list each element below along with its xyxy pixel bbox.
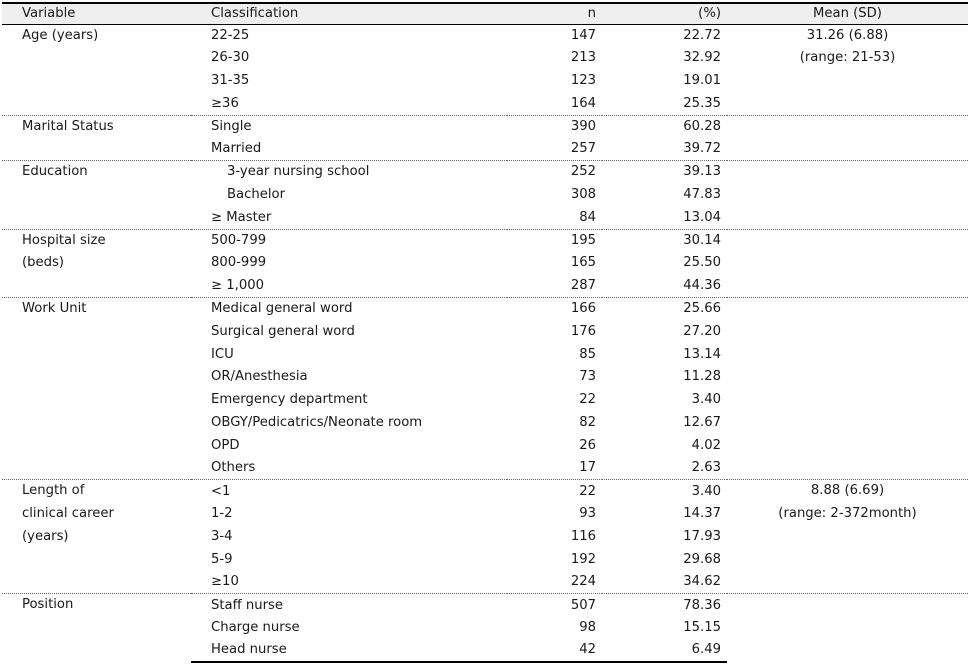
classification-cell: Surgical general word (211, 323, 355, 339)
mean-sd-cell (727, 161, 968, 229)
classification-cell: OBGY/Pedicatrics/Neonate room (211, 414, 423, 430)
classification-cell: Single (191, 115, 507, 138)
n-cell: 22 (507, 480, 602, 503)
percent-cell: 25.66 (602, 298, 727, 321)
percent-cell: 3.40 (691, 392, 721, 408)
percent-cell: 17.93 (683, 528, 721, 544)
table-header (2, 3, 968, 24)
table-row (2, 161, 968, 184)
classification-cell: 500-799 (191, 229, 507, 252)
variable-cell (2, 480, 191, 594)
variable-cell (2, 229, 191, 297)
n-cell: 85 (579, 346, 596, 362)
classification-cell: <1 (191, 480, 507, 503)
classification-cell: 26-30 (211, 50, 250, 66)
variable-cell (2, 298, 191, 480)
percent-cell: 4.02 (691, 437, 721, 453)
n-cell: 165 (570, 255, 596, 271)
percent-cell: 60.28 (602, 115, 727, 138)
n-cell: 213 (570, 50, 596, 66)
mean-sd-cell (727, 229, 968, 297)
n-cell: 123 (570, 72, 596, 88)
variable-label: (years) (22, 529, 69, 545)
mean-sd-cell (727, 298, 968, 480)
header-classification: Classification (191, 3, 507, 24)
classification-cell: 31-35 (211, 72, 250, 88)
percent-cell: 25.35 (683, 95, 721, 111)
percent-cell: 32.92 (683, 50, 721, 66)
classification-cell: Charge nurse (211, 620, 300, 636)
classification-cell: Others (211, 460, 256, 476)
classification-cell: ≥10 (211, 574, 239, 590)
variable-cell (2, 115, 191, 161)
percent-cell: 44.36 (683, 277, 721, 293)
variable-label: Marital Status (22, 118, 114, 134)
variable-label: Length of (22, 483, 85, 499)
header-mean-sd: Mean (SD) (727, 3, 968, 24)
n-cell: 17 (579, 460, 596, 476)
percent-cell: 39.13 (602, 161, 727, 184)
classification-cell: 22-25 (211, 27, 250, 43)
n-cell: 257 (570, 141, 596, 157)
n-cell: 116 (570, 528, 596, 544)
mean-sd-cell (727, 594, 968, 662)
header-n: n (507, 3, 602, 24)
n-cell: 176 (570, 323, 596, 339)
demographics-table (2, 2, 968, 663)
variable-label: Hospital size (22, 232, 106, 248)
percent-cell: 78.36 (602, 594, 727, 617)
mean-sd-cell (727, 24, 968, 115)
classification-cell: OPD (211, 437, 240, 453)
variable-cell (2, 24, 191, 115)
mean-sd-cell (727, 115, 968, 161)
percent-cell: 39.72 (683, 141, 721, 157)
header-row (2, 3, 968, 24)
classification-cell: 3-4 (211, 528, 233, 544)
table-row (2, 115, 968, 138)
n-cell: 93 (579, 506, 596, 522)
classification-cell: ≥ Master (211, 209, 272, 225)
classification-cell: Bachelor (227, 186, 286, 202)
table-body (2, 24, 968, 662)
n-cell: 390 (507, 115, 602, 138)
n-cell: 287 (570, 277, 596, 293)
variable-label: Work Unit (22, 301, 87, 317)
classification-cell: ≥36 (211, 95, 239, 111)
classification-cell: Emergency department (211, 392, 368, 408)
variable-label: Position (22, 597, 74, 613)
classification-cell: ≥ 1,000 (211, 277, 264, 293)
classification-cell: Head nurse (191, 640, 507, 663)
variable-cell (2, 594, 191, 662)
classification-cell: ICU (211, 346, 234, 362)
classification-cell: 800-999 (211, 255, 267, 271)
n-cell: 98 (579, 620, 596, 636)
percent-cell: 3.40 (602, 480, 727, 503)
n-cell: 507 (507, 594, 602, 617)
n-cell: 224 (570, 574, 596, 590)
n-cell: 164 (570, 95, 596, 111)
classification-cell: Medical general word (191, 298, 507, 321)
table-row (2, 229, 968, 252)
classification-cell: 3-year nursing school (191, 161, 507, 184)
mean-sd-value: 8.88 (6.69) (810, 483, 885, 499)
n-cell: 147 (570, 27, 596, 43)
mean-sd-cell (727, 480, 968, 594)
classification-cell: 5-9 (211, 551, 233, 567)
percent-cell: 22.72 (683, 27, 721, 43)
percent-cell: 25.50 (683, 255, 721, 271)
percent-cell: 14.37 (683, 506, 721, 522)
variable-label: Education (22, 164, 88, 180)
percent-cell: 6.49 (602, 640, 727, 663)
table-row (2, 480, 968, 503)
mean-sd-value: (range: 21-53) (799, 50, 896, 66)
percent-cell: 19.01 (683, 72, 721, 88)
table-row (2, 298, 968, 321)
classification-cell: Staff nurse (191, 594, 507, 617)
table-row (2, 24, 968, 47)
percent-cell: 27.20 (683, 323, 721, 339)
classification-cell: Married (211, 141, 262, 157)
n-cell: 166 (507, 298, 602, 321)
n-cell: 42 (507, 640, 602, 663)
percent-cell: 15.15 (683, 620, 721, 636)
n-cell: 252 (507, 161, 602, 184)
header-variable: Variable (2, 3, 191, 24)
header-percent: (%) (602, 3, 727, 24)
n-cell: 82 (579, 414, 596, 430)
mean-sd-value: (range: 2-372month) (778, 506, 917, 522)
classification-cell: OR/Anesthesia (211, 369, 308, 385)
n-cell: 22 (579, 392, 596, 408)
n-cell: 192 (570, 551, 596, 567)
percent-cell: 30.14 (602, 229, 727, 252)
percent-cell: 29.68 (683, 551, 721, 567)
table-row (2, 594, 968, 617)
percent-cell: 47.83 (683, 186, 721, 202)
n-cell: 195 (507, 229, 602, 252)
variable-cell (2, 161, 191, 229)
percent-cell: 11.28 (683, 369, 721, 385)
variable-label: (beds) (22, 255, 65, 271)
percent-cell: 12.67 (683, 414, 721, 430)
classification-cell: 1-2 (211, 506, 233, 522)
percent-cell: 13.14 (683, 346, 721, 362)
percent-cell: 13.04 (683, 209, 721, 225)
percent-cell: 34.62 (683, 574, 721, 590)
n-cell: 308 (570, 186, 596, 202)
mean-sd-value: 31.26 (6.88) (806, 27, 889, 43)
n-cell: 26 (579, 437, 596, 453)
n-cell: 73 (579, 369, 596, 385)
n-cell: 84 (579, 209, 596, 225)
variable-label: clinical career (22, 506, 114, 522)
percent-cell: 2.63 (691, 460, 721, 476)
variable-label: Age (years) (22, 27, 99, 43)
